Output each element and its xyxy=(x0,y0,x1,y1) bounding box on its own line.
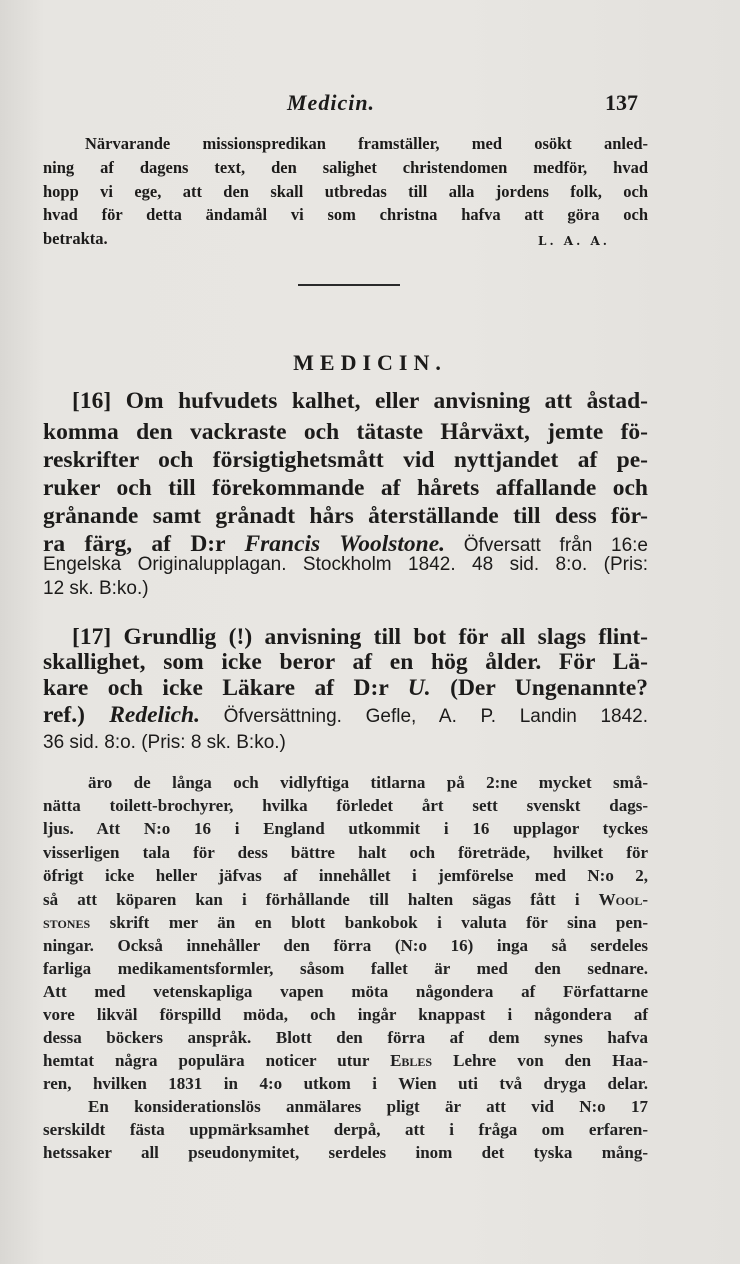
body-line xyxy=(43,914,648,931)
body-line xyxy=(43,891,648,908)
section-divider xyxy=(298,284,400,286)
intro-line: Närvarande missionspredikan framställer, med osökt anled- xyxy=(85,134,648,153)
body-line xyxy=(43,1052,648,1069)
text: så att köparen kan i förhållande till halten sägas fått i xyxy=(43,890,599,909)
intro-line: ning af dagens text, den salighet christendomen medför, hvad xyxy=(43,158,648,177)
body-line: Att med vetenskapliga vapen möta någondera af Författarne xyxy=(43,982,648,1001)
text: skrift mer än en blott bankobok i valuta för sina pen- xyxy=(90,913,648,932)
entry-17-price: 36 sid. 8:o. (Pris: 8 sk. B:ko.) xyxy=(43,732,286,753)
author-name: Francis Woolstone. xyxy=(244,531,446,557)
body-line: hetssaker all pseudonymitet, serdeles inom det tyska mång- xyxy=(43,1143,648,1162)
body-line: serskildt fästa uppmärksamhet derpå, att i fråga om erfaren- xyxy=(43,1120,648,1139)
body-line: dessa böckers anspråk. Blott den förra af dem synes hafva xyxy=(43,1028,648,1047)
entry-17-line xyxy=(43,704,648,728)
text: (Der Ungenannte? xyxy=(430,675,648,701)
running-head-title: Medicin. xyxy=(287,90,376,115)
intro-line: hvad för detta ändamål vi som christna hafva att göra och xyxy=(43,205,648,224)
entry-16-line: komma den vackraste och tätaste Hårväxt, jemte fö- xyxy=(43,419,648,445)
intro-line: hopp vi ege, att den skall utbredas till alla jordens folk, och xyxy=(43,182,648,201)
entry-17-line: skallighet, som icke beror af en hög ålder. För Lä- xyxy=(43,649,648,675)
text: Lehre von den Haa- xyxy=(432,1051,649,1070)
reviewer-signature: L. A. A. xyxy=(538,234,610,248)
page-number: 137 xyxy=(605,90,638,115)
body-line: äro de långa och vidlyftiga titlarna på 2:ne mycket små- xyxy=(88,773,648,792)
entry-16-line: ruker och till förekommande af hårets affallande och xyxy=(43,475,648,501)
text: ref.) xyxy=(43,702,110,728)
intro-line: betrakta. xyxy=(43,229,108,248)
entry-16-price: 12 sk. B:ko.) xyxy=(43,578,149,599)
entry-17-line: [17] Grundlig (!) anvisning till bot för all slags flint- xyxy=(72,624,648,650)
entry-16-line: reskrifter och försigtighetsmått vid nyttjandet af pe- xyxy=(43,447,648,473)
entry-17-line xyxy=(43,677,648,701)
entry-16-line: grånande samt grånadt hårs återställande till dess för- xyxy=(43,503,648,529)
body-line: farliga medikamentsformler, såsom fallet är med den sednare. xyxy=(43,959,648,978)
author-smallcaps: Wool- xyxy=(598,890,648,909)
text: ra färg, af D:r xyxy=(43,531,245,557)
section-heading: MEDICIN. xyxy=(293,350,447,375)
body-line: visserligen tala för dess bättre halt och företräde, hvilket för xyxy=(43,843,648,862)
body-line: ningar. Också innehåller den förra (N:o 16) inga så serdeles xyxy=(43,936,648,955)
text: Öfversättning. Gefle, A. P. Landin 1842. xyxy=(199,706,649,727)
text: Öfversatt från 16:e xyxy=(445,535,648,556)
body-line: En konsiderationslös anmälares pligt är att vid N:o 17 xyxy=(88,1097,648,1116)
author-initial: U. xyxy=(407,675,431,701)
body-line: nätta toilett-brochyrer, hvilka förledet årt sett svenskt dags- xyxy=(43,796,648,815)
body-line: ljus. Att N:o 16 i England utkommit i 16 upplagor tyckes xyxy=(43,819,648,838)
entry-16-line xyxy=(43,533,648,557)
author-smallcaps: stones xyxy=(43,913,91,932)
author-smallcaps: Ebles xyxy=(390,1051,433,1070)
entry-16-imprint: Engelska Originalupplagan. Stockholm 1842. 48 sid. 8:o. (Pris: xyxy=(43,554,648,575)
body-line: vore likväl förspilld möda, och ingår knappast i någondera af xyxy=(43,1005,648,1024)
author-name: Redelich. xyxy=(109,702,200,728)
body-line: ren, hvilken 1831 in 4:o utkom i Wien uti två dryga delar. xyxy=(43,1074,648,1093)
entry-16-line: [16] Om hufvudets kalhet, eller anvisning att åstad- xyxy=(72,388,648,414)
text: kare och icke Läkare af D:r xyxy=(43,675,408,701)
body-line: öfrigt icke heller jäfvas af innehållet i jemförelse med N:o 2, xyxy=(43,866,648,885)
text: hemtat några populära noticer utur xyxy=(43,1051,391,1070)
